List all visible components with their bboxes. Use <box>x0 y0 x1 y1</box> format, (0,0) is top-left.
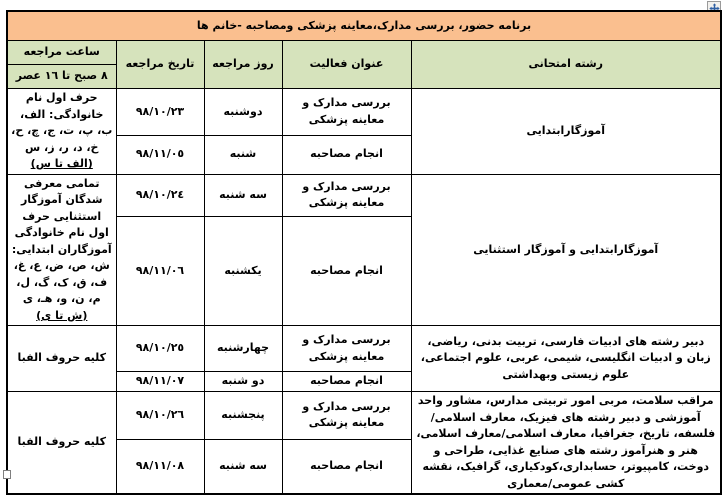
visit-date-cell: ٩٨/١٠/٢٣ <box>116 89 204 136</box>
activity-cell: انجام مصاحبه <box>282 439 411 494</box>
header-visit-day: روز مراجعه <box>204 41 282 89</box>
schedule-table <box>6 10 722 495</box>
exam-field-cell: آموزگارابتدایی <box>411 89 721 175</box>
letters-range-underlined: (الف تا س) <box>30 157 93 170</box>
letters-note-cell <box>7 326 116 392</box>
visit-day-cell: شنبه <box>204 135 282 174</box>
letters-note-text: تمامی معرفی شدگان آموزگار استثنایی حرف اول نام خانوادگی آموزگاران ابتدایی: ش، ص، ض، ع، غ، ف، ق، ک، گ، ل، م، ن، و، هـ، ی <box>11 176 112 305</box>
activity-cell: بررسی مدارک و معاینه پزشکی <box>282 392 411 440</box>
activity-cell: بررسی مدارک و معاینه پزشکی <box>282 174 411 216</box>
visit-date-cell: ٩٨/١٠/٢٤ <box>116 174 204 216</box>
table-title: برنامه حضور، بررسی مدارک،معاینه پزشکی ومصاحبه -خانم ها <box>7 11 721 41</box>
header-exam-field: رشته امتحانی <box>411 41 721 89</box>
activity-cell: بررسی مدارک و معاینه پزشکی <box>282 326 411 372</box>
activity-cell: انجام مصاحبه <box>282 135 411 174</box>
visit-date-cell: ٩٨/١١/٠٥ <box>116 135 204 174</box>
visit-day-cell: پنجشنبه <box>204 392 282 440</box>
visit-day-cell: چهارشنبه <box>204 326 282 372</box>
letters-note-cell <box>7 89 116 175</box>
header-visit-date: تاریخ مراجعه <box>116 41 204 89</box>
visit-day-cell: دوشنبه <box>204 89 282 136</box>
visit-day-cell: یکشنبه <box>204 216 282 325</box>
letters-note-text: کلیه حروف الفبا <box>17 435 107 449</box>
visit-date-cell: ٩٨/١٠/٢٥ <box>116 326 204 372</box>
visit-day-cell: دو شنبه <box>204 372 282 392</box>
visit-date-cell: ٩٨/١٠/٢٦ <box>116 392 204 440</box>
header-visit-time-value: ٨ صبح تا ١٦ عصر <box>7 65 116 89</box>
header-visit-time-label: ساعت مراجعه <box>7 41 116 65</box>
visit-date-cell: ٩٨/١١/٠٦ <box>116 216 204 325</box>
letters-note-cell <box>7 174 116 326</box>
visit-day-cell: سه شنبه <box>204 174 282 216</box>
letters-note-cell <box>7 392 116 495</box>
activity-cell: بررسی مدارک و معاینه پزشکی <box>282 89 411 136</box>
letters-range-underlined: (ش تا ی) <box>36 308 88 322</box>
exam-field-cell: مراقب سلامت، مربی امور تربیتی مدارس، مشاور واحد آموزشی و دبیر رشته های فیزیک، معارف اسلامی/فلسفه، تاریخ، جغرافیا، معارف اسلامی/معارف اسلامی، هنر و هنرآموز رشته های صنایع غذایی، طراحی و دوخت، کامپیوتر، حسابداری،کودکیاری، گرافیک، نقشه کشی عمومی/معماری <box>411 392 721 495</box>
activity-cell: انجام مصاحبه <box>282 372 411 392</box>
visit-day-cell: سه شنبه <box>204 439 282 494</box>
activity-cell: انجام مصاحبه <box>282 216 411 325</box>
letters-note-text: حرف اول نام خانوادگی: الف، ب، پ، ت، ج، چ، ح، خ، د، ر، ز، س <box>11 91 113 154</box>
visit-date-cell: ٩٨/١١/٠٧ <box>116 372 204 392</box>
exam-field-cell: دبیر رشته های ادبیات فارسی، تربیت بدنی، ریاضی، زبان و ادبیات انگلیسی، شیمی، عربی، علوم اجتماعی، علوم زیستی وبهداشتی <box>411 326 721 392</box>
visit-date-cell: ٩٨/١١/٠٨ <box>116 439 204 494</box>
exam-field-cell: آموزگارابتدایی و آموزگار استثنایی <box>411 174 721 326</box>
letters-note-text: کلیه حروف الفبا <box>17 351 107 365</box>
header-activity: عنوان فعالیت <box>282 41 411 89</box>
empty-paragraph-mark <box>3 470 11 479</box>
